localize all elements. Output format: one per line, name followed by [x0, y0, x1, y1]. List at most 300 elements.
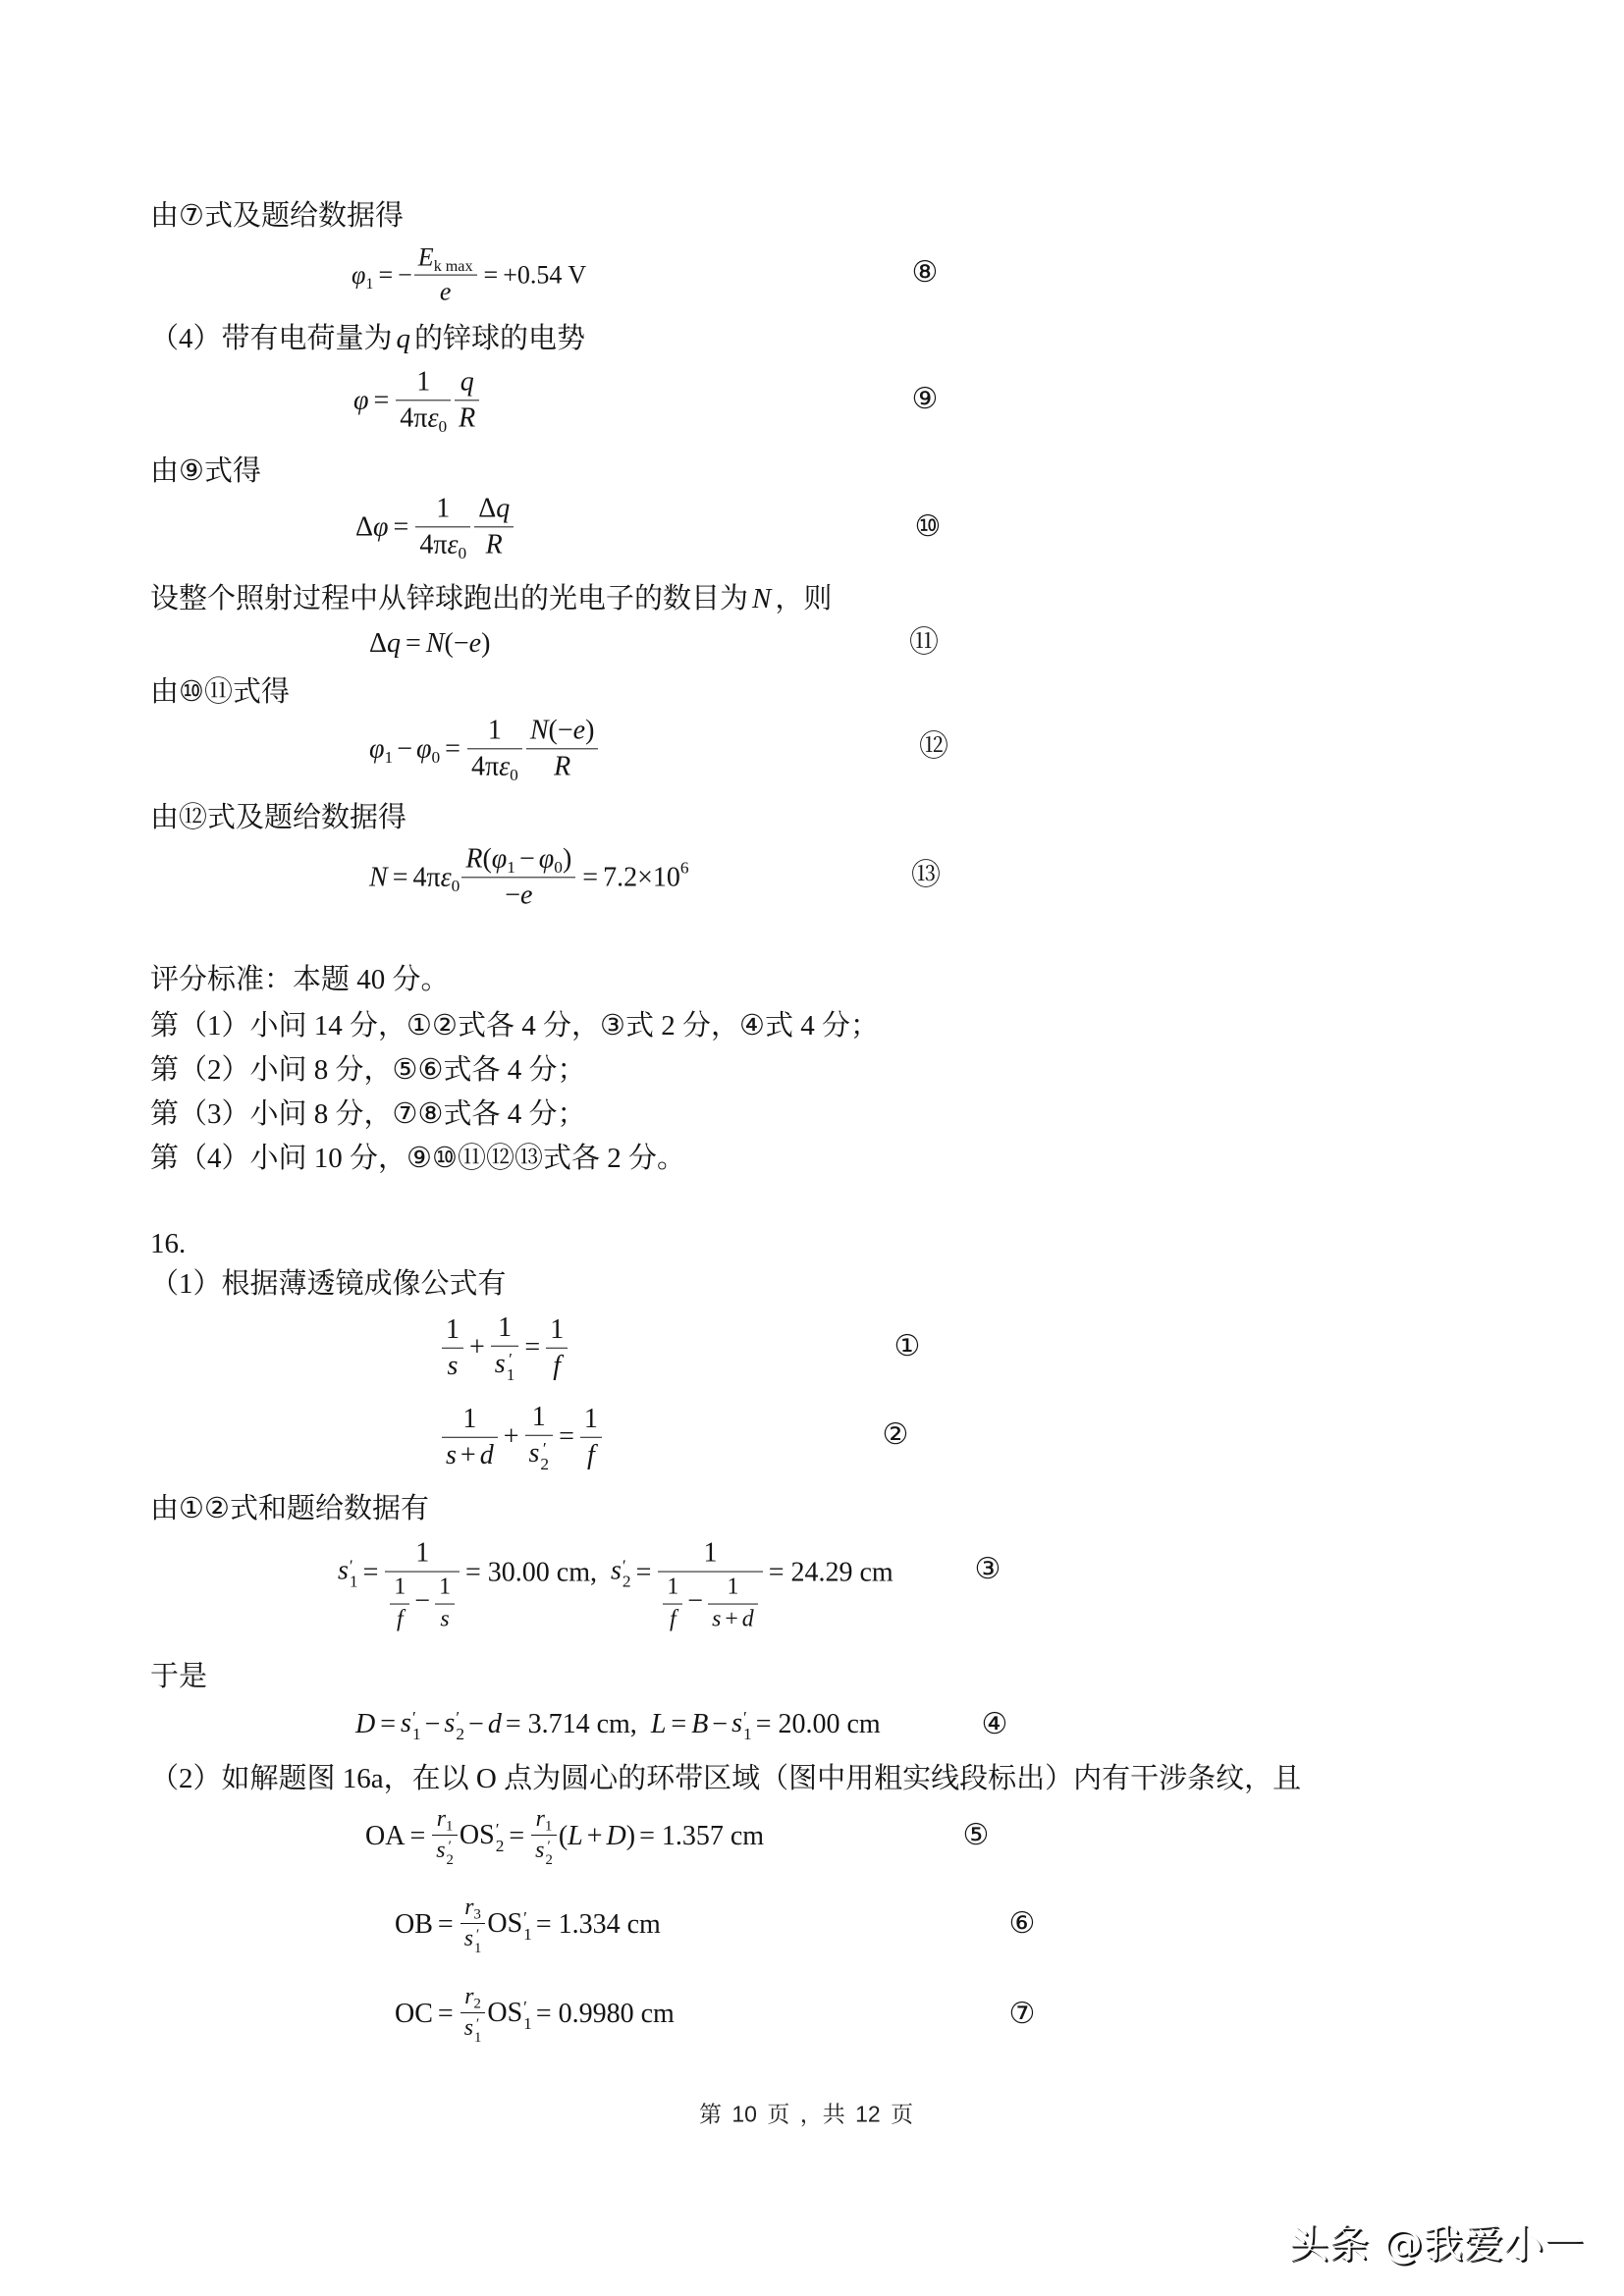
fraction-denominator [460, 2012, 486, 2045]
symbol-s: s [494, 1348, 506, 1379]
equation-5 [365, 1806, 764, 1867]
minus-sign: − [397, 733, 412, 765]
variable-N: N [752, 583, 772, 614]
segment-OS: OS [459, 1819, 495, 1850]
fraction-denominator: f [546, 1347, 568, 1381]
equation-3 [338, 1513, 893, 1633]
fraction-denominator: s [435, 1603, 455, 1632]
plus-sign: + [469, 1332, 485, 1363]
subscript: 3 [473, 1906, 481, 1923]
fraction-numerator [531, 1806, 557, 1835]
equation-number-10: ⑩ [914, 509, 942, 544]
epsilon-symbol: ε [427, 402, 439, 434]
fraction-denominator: R [474, 527, 514, 561]
prime-subscript [743, 1710, 752, 1742]
symbol-R: R [465, 843, 483, 875]
fraction-one-over-s-plus-d [708, 1575, 758, 1633]
fraction-coulomb-constant [396, 366, 451, 437]
s1-prime-term [731, 1707, 752, 1742]
fraction-denominator [467, 749, 522, 783]
grading-item-4: 第（4）小问 10 分，⑨⑩⑪⑫⑬式各 2 分。 [150, 1143, 685, 1174]
text: 设整个照射过程中从锌球跑出的光电子的数目为 [150, 583, 749, 614]
fraction-denominator: f [663, 1603, 682, 1632]
prime: ′ [476, 1926, 480, 1943]
paren-open: ( [482, 843, 492, 875]
prime: ′ [456, 1708, 460, 1728]
prime-subscript [474, 2017, 481, 2045]
paren-close: ) [481, 628, 491, 660]
symbol-L: L [650, 1709, 667, 1740]
equals-sign: = [671, 1709, 687, 1740]
symbol-B: B [691, 1709, 709, 1740]
symbol-s: s [401, 1707, 411, 1738]
symbol-s: s [463, 1926, 473, 1952]
text-from-eq12: 由⑫式及题给数据得 [150, 802, 407, 833]
symbol-E: E [417, 242, 434, 272]
equals-sign: = [378, 260, 394, 290]
fraction-numerator: 1 [439, 1574, 451, 1600]
delta-phi-term [355, 510, 389, 544]
symbol-r: r [535, 1806, 545, 1833]
fraction-r1-over-s2-prime [432, 1806, 458, 1867]
fraction-s1-prime [385, 1513, 460, 1633]
part-1-intro: （1）根据薄透镜成像公式有 [150, 1268, 507, 1300]
minus-sign: − [712, 1709, 729, 1740]
equation-6 [395, 1895, 661, 1955]
result-value [603, 858, 689, 894]
prime-subscript [523, 1910, 532, 1943]
exponent: 6 [679, 858, 689, 878]
symbol-s: s [528, 1437, 540, 1468]
fraction-numerator: 1 [703, 1537, 718, 1569]
subscript: 0 [431, 747, 441, 767]
prime-subscript [447, 1840, 454, 1867]
subscript: 1 [507, 857, 515, 877]
paren-open: (− [548, 715, 573, 746]
symbol-N: N [529, 715, 549, 746]
s2-prime-term [444, 1707, 464, 1742]
subscript: 1 [411, 1724, 421, 1743]
minus-sign: − [414, 1586, 431, 1618]
symbol-s: s [436, 1838, 446, 1864]
electron-count-text [150, 581, 832, 616]
subscript: 0 [510, 766, 518, 785]
symbol-q: q [496, 493, 511, 524]
equation-1 [440, 1312, 569, 1383]
fraction-denominator: s [442, 1347, 463, 1381]
fraction-numerator: 1 [550, 1313, 565, 1345]
symbol-d: d [479, 1439, 494, 1470]
phi-symbol: φ [491, 843, 508, 875]
minus-sign: − [687, 1586, 704, 1618]
symbol-D: D [606, 1821, 626, 1852]
subscript: 2 [473, 1996, 481, 2012]
prime-subscript [474, 1928, 481, 1955]
fraction-numerator: 1 [727, 1574, 739, 1600]
fraction-numerator [432, 1806, 458, 1835]
symbol-D: D [355, 1709, 376, 1740]
equals-sign: = [509, 1821, 525, 1852]
part-2-intro: （2）如解题图 16a，在以 O 点为圆心的环带区域（图中用粗实线段标出）内有干涉条纹，且 [150, 1763, 1302, 1794]
fraction-denominator [460, 1923, 486, 1955]
prime-subscript [623, 1558, 631, 1590]
phi0-term [416, 732, 440, 766]
segment-OA: OA [365, 1821, 406, 1852]
fraction-one-over-f [546, 1313, 568, 1381]
problem-number: 16. [150, 1228, 187, 1259]
paren-close: ) [625, 1821, 636, 1852]
grading-item-3: 第（3）小问 8 分，⑦⑧式各 4 分； [150, 1098, 586, 1130]
grading-title: 评分标准：本题 40 分。 [150, 964, 450, 995]
result-value: +0.54 V [503, 260, 587, 290]
prime: ′ [476, 2015, 480, 2032]
prime: ′ [547, 1838, 551, 1854]
paren-close: ) [562, 843, 572, 875]
phi-symbol: φ [373, 511, 389, 543]
subscript: 1 [473, 1940, 482, 1956]
symbol-d: d [487, 1709, 502, 1740]
phi-symbol: φ [352, 260, 366, 290]
fraction-denominator [461, 878, 575, 912]
delta-symbol: Δ [355, 511, 374, 543]
fraction-denominator [525, 1435, 554, 1472]
fraction [461, 843, 575, 911]
four-pi: 4π [400, 402, 428, 434]
subscript: 1 [365, 275, 374, 293]
equals-sign: = [445, 733, 460, 765]
fraction-denominator: R [526, 749, 599, 783]
fraction-one-over-f [580, 1403, 602, 1470]
fraction-numerator [474, 493, 514, 526]
fraction-numerator: 1 [394, 1574, 406, 1600]
prime: ′ [349, 1556, 353, 1575]
equation-number-8: ⑧ [911, 255, 939, 290]
plus-sign: + [725, 1606, 738, 1632]
fraction-denominator: e [414, 275, 477, 307]
page-footer: 第 10 页 ，共 12 页 [699, 2101, 914, 2127]
four-pi: 4π [470, 751, 500, 782]
subscript: 2 [495, 1836, 505, 1855]
symbol-e: e [520, 880, 533, 911]
equals-sign: = [437, 1999, 454, 2030]
equals-sign: = [380, 1709, 397, 1740]
minus-sign: − [505, 880, 520, 911]
subscript: k max [433, 257, 473, 275]
fraction-numerator [460, 1984, 486, 2012]
prime-subscript [350, 1558, 358, 1590]
subscript: 1 [506, 1364, 515, 1384]
grading-item-1: 第（1）小问 14 分，①②式各 4 分，③式 2 分，④式 4 分； [150, 1010, 879, 1041]
segment-OS: OS [487, 1907, 523, 1939]
fraction-charge-over-radius [526, 715, 599, 782]
fraction [414, 243, 477, 307]
equation-number-5: ⑤ [962, 1818, 990, 1852]
result-OB: = 1.334 cm [535, 1909, 661, 1941]
coefficient [412, 861, 460, 894]
fraction-denominator [385, 1572, 460, 1633]
prime: ′ [523, 1908, 527, 1928]
fraction-numerator: 1 [436, 493, 451, 524]
fraction-numerator [460, 1895, 486, 1923]
fraction-denominator [658, 1572, 762, 1633]
equals-sign: = [362, 1557, 379, 1588]
phi-symbol: φ [369, 733, 385, 765]
equation-number-1: ① [893, 1329, 921, 1363]
fraction-r3-over-s1-prime [460, 1895, 486, 1955]
equation-number-9: ⑨ [911, 382, 939, 416]
text-therefore: 于是 [150, 1661, 208, 1692]
s1-prime-term [401, 1707, 421, 1742]
subscript: 1 [544, 1818, 553, 1835]
subscript: 0 [451, 876, 460, 895]
prime-subscript [523, 2000, 532, 2032]
symbol-s: s [463, 2015, 473, 2042]
fraction-one-over-s2-prime [525, 1402, 554, 1472]
epsilon-symbol: ε [447, 529, 459, 561]
fraction-numerator: 1 [462, 1403, 477, 1434]
fraction-one-over-s [442, 1313, 463, 1381]
equation-10 [355, 493, 515, 561]
symbol-s: s [444, 1707, 456, 1738]
subscript: 1 [384, 747, 394, 767]
subscript: 0 [554, 857, 563, 877]
fraction-one-over-s [435, 1575, 455, 1633]
subscript: 0 [458, 544, 467, 563]
fraction-coulomb-constant [467, 715, 522, 785]
equals-sign: = [393, 511, 409, 543]
text-from-eq1-eq2: 由①②式和题给数据有 [150, 1493, 429, 1524]
equals-sign: = [524, 1332, 541, 1363]
equals-sign: = [392, 862, 408, 893]
fraction-charge-over-radius [455, 366, 479, 434]
subscript: 2 [456, 1724, 465, 1743]
fraction-r2-over-s1-prime [460, 1984, 486, 2045]
segment-OC: OC [395, 1999, 433, 2030]
fraction-numerator: 1 [583, 1403, 598, 1434]
text-from-eq10-eq11: 由⑩⑪式得 [150, 676, 290, 708]
symbol-L: L [568, 1821, 583, 1852]
text: （4）带有电荷量为 [150, 323, 393, 354]
prime-subscript [412, 1710, 421, 1742]
equation-number-3: ③ [974, 1552, 1001, 1586]
prime: ′ [622, 1556, 626, 1575]
plus-sign: + [460, 1439, 476, 1470]
text: 的锌球的电势 [414, 323, 586, 354]
fraction-denominator [531, 1835, 557, 1867]
fraction-one-over-f [390, 1575, 409, 1633]
fraction-numerator: 1 [531, 1401, 546, 1432]
symbol-N: N [425, 628, 445, 660]
prime: ′ [523, 1998, 527, 2017]
paren-close: ) [585, 715, 595, 746]
minus-sign: − [468, 1709, 484, 1740]
equals-sign: = [483, 260, 499, 290]
subscript: 1 [523, 1924, 532, 1944]
delta-symbol: Δ [478, 493, 497, 524]
fraction-denominator [491, 1346, 519, 1383]
grading-item-2: 第（2）小问 8 分，⑤⑥式各 4 分； [150, 1054, 586, 1086]
segment-OS2-prime [460, 1819, 504, 1854]
fraction-numerator: 1 [415, 1537, 430, 1569]
equation-number-6: ⑥ [1008, 1906, 1036, 1941]
equals-sign: = [582, 862, 599, 893]
minus-sign: − [518, 843, 535, 875]
phi-symbol: φ [538, 843, 555, 875]
equation-8 [352, 243, 586, 307]
symbol-s: s [712, 1606, 722, 1632]
equation-number-2: ② [882, 1417, 909, 1452]
prime: ′ [542, 1438, 547, 1458]
plus-sign: + [586, 1821, 603, 1852]
equation-2 [440, 1402, 604, 1472]
rhs-term [426, 627, 491, 661]
fraction-numerator: 1 [667, 1574, 679, 1600]
equation-7 [395, 1984, 675, 2045]
subscript: 1 [349, 1572, 358, 1591]
prime: ′ [495, 1820, 500, 1840]
result-D: = 3.714 cm, [505, 1709, 637, 1740]
part-4-intro [150, 321, 585, 356]
fraction-numerator: 1 [498, 1311, 513, 1343]
symbol-r: r [464, 1895, 474, 1921]
fraction-one-over-s-plus-d [442, 1403, 498, 1470]
segment-OS1-prime [487, 1997, 531, 2032]
symbol-s: s [611, 1555, 622, 1586]
symbol-e: e [572, 715, 586, 746]
four-pi: 4π [412, 862, 441, 893]
fraction-numerator: 1 [416, 366, 431, 398]
symbol-q: q [387, 628, 402, 660]
fraction-r1-over-s2-prime [531, 1806, 557, 1867]
phi1-term [369, 732, 393, 766]
segment-OS: OS [487, 1997, 523, 2028]
subscript: 2 [446, 1851, 454, 1868]
fraction-delta-charge-over-radius [474, 493, 514, 561]
fraction-s2-prime [658, 1513, 762, 1633]
four-pi: 4π [419, 529, 448, 561]
prime: ′ [411, 1708, 416, 1728]
fraction-denominator: f [580, 1436, 602, 1470]
fraction-numerator [461, 843, 575, 877]
subscript: 1 [523, 2013, 532, 2033]
fraction-denominator [415, 527, 470, 561]
prime: ′ [448, 1838, 452, 1854]
fraction-denominator [396, 400, 451, 435]
prime-subscript [496, 1822, 505, 1854]
fraction-denominator: f [390, 1603, 409, 1632]
equation-9 [353, 366, 481, 437]
epsilon-symbol: ε [499, 751, 511, 782]
subscript: 1 [473, 2029, 482, 2046]
delta-q-term [369, 627, 401, 661]
epsilon-symbol: ε [440, 862, 452, 893]
fraction-numerator: 1 [487, 715, 502, 746]
fraction-denominator [708, 1603, 758, 1632]
s2-prime-term [611, 1555, 631, 1590]
segment-OS1-prime [487, 1907, 531, 1943]
equals-sign: = [559, 1421, 574, 1453]
result-OA: = 1.357 cm [639, 1821, 765, 1852]
symbol-e: e [468, 628, 482, 660]
equals-sign: = [373, 385, 390, 416]
phi1-term [352, 259, 374, 293]
fraction-numerator [414, 243, 477, 275]
watermark: 头条 @我爱小一 [1289, 2221, 1585, 2268]
result-OC: = 0.9980 cm [535, 1999, 675, 2030]
fraction-one-over-s1-prime [491, 1312, 519, 1383]
fraction-denominator: R [455, 400, 479, 435]
phi-symbol: φ [415, 733, 432, 765]
equation-12 [369, 715, 600, 785]
equation-number-11: ⑪ [909, 625, 939, 660]
text: ，则 [775, 583, 833, 614]
fraction-denominator [442, 1436, 498, 1470]
symbol-s: s [338, 1555, 349, 1586]
equation-number-13: ⑬ [911, 858, 941, 892]
equals-sign: = [635, 1557, 652, 1588]
mantissa: 7.2×10 [603, 862, 680, 893]
subscript: 1 [446, 1818, 454, 1835]
subscript: 2 [540, 1454, 550, 1473]
segment-OB: OB [395, 1909, 433, 1941]
symbol-r: r [436, 1806, 447, 1833]
plus-sign: + [503, 1421, 519, 1453]
delta-symbol: Δ [369, 628, 388, 660]
fraction-numerator: 1 [446, 1313, 460, 1345]
equals-sign: = [437, 1909, 454, 1941]
result-s2-prime: = 24.29 cm [768, 1557, 893, 1588]
symbol-s: s [535, 1838, 545, 1864]
result-L: = 20.00 cm [755, 1709, 881, 1740]
equation-13 [369, 843, 689, 911]
equation-number-4: ④ [981, 1707, 1008, 1741]
symbol-d: d [741, 1606, 754, 1632]
prime: ′ [509, 1349, 513, 1368]
symbol-r: r [464, 1984, 474, 2010]
prime: ′ [743, 1708, 747, 1728]
equals-sign: = [409, 1821, 426, 1852]
prime-subscript [507, 1351, 515, 1383]
minus-sign: − [424, 1709, 441, 1740]
fraction-denominator [432, 1835, 458, 1867]
equation-number-12: ⑫ [919, 729, 948, 764]
prime-subscript [540, 1440, 549, 1472]
fraction-one-over-f [663, 1575, 682, 1633]
result-s1-prime: = 30.00 cm, [465, 1557, 597, 1588]
minus-sign: − [398, 260, 412, 290]
prime-subscript [545, 1840, 552, 1867]
symbol-s: s [731, 1707, 742, 1738]
fraction-numerator: q [460, 366, 474, 398]
fraction-numerator [526, 715, 599, 748]
equals-sign: = [406, 628, 421, 660]
fraction-coulomb-constant [415, 493, 470, 561]
subscript: 2 [622, 1572, 631, 1591]
symbol-N: N [369, 862, 388, 893]
paren-open: ( [558, 1821, 568, 1852]
variable-q: q [396, 323, 411, 354]
subscript: 0 [438, 417, 448, 437]
text-from-eq7: 由⑦式及题给数据得 [150, 200, 404, 232]
sum-L-plus-D [559, 1820, 635, 1853]
equation-number-7: ⑦ [1008, 1997, 1036, 2031]
symbol-s: s [446, 1439, 457, 1470]
paren-open: (− [444, 628, 469, 660]
subscript: 2 [545, 1851, 553, 1868]
s1-prime-term [338, 1555, 358, 1590]
prime-subscript [456, 1710, 464, 1742]
subscript: 1 [743, 1724, 752, 1743]
